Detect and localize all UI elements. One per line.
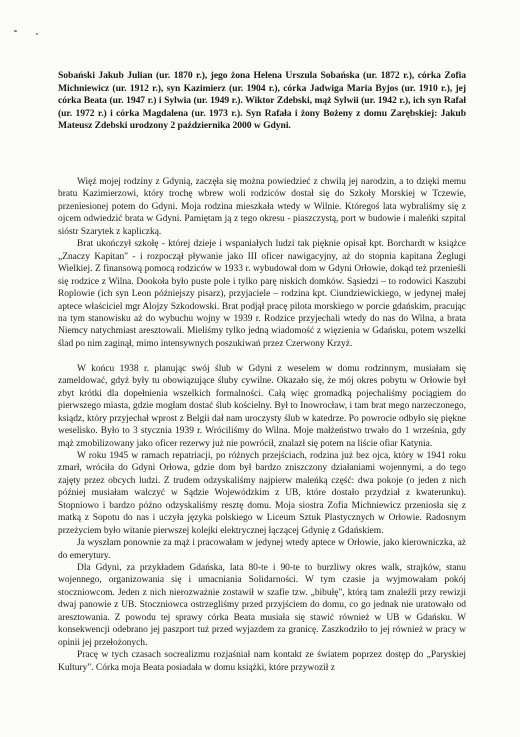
paragraph: Dla Gdyni, za przykładem Gdańska, lata 80-te i 90-te to burzliwy okres walk, strajków, stanu wojennego, organizowania się i umacniania Solidarności. W tym czasie ja wyjmowałam pokój stoczniowcom. Jeden z nich nierozważnie zostawił w szafie tzw. „bibułę", którą tam znaleźli przy rewizji dwaj panowie z UB. Stoczniowca ostrzegliśmy przed przyjściem do domu, co go jednak nie uratowało od aresztowania. Z powodu tej sprawy córka Beata musiała się stawić również w UB w Gdańsku. W konsekwencji odebrano jej paszport tuż przed wyjazdem za granicę. Zaszkodziło to jej również w pracy w opinii jej przełożonych.	[58, 563, 466, 648]
paragraph: W roku 1945 w ramach repatriacji, po różnych przejściach, rodzina już bez ojca, który w 1941 roku zmarł, wróciła do Gdyni Orłowa, gdzie dom był bardzo zniszczony działaniami wojennymi, a do tego zajęty przez obcych ludzi. Z trudem odzyskaliśmy najpierw maleńką część: dwa pokoje (o jeden z nich później musiałam walczyć w Sądzie Wojewódzkim z UB, które dostało przydział z kwaterunku). Stopniowo i bardzo późno odzyskaliśmy resztę domu. Moja siostra Zofia Michniewicz przeniosła się z matką z Sopotu do nas i uczyła języka polskiego w Liceum Sztuk Plastycznych w Orłowie. Radosnym przeżyciem było witanie pierwszej kolejki elektrycznej łączącej Gdynię z Gdańskiem.	[58, 450, 466, 536]
family-list-heading: Sobański Jakub Julian (ur. 1870 r.), jego żona Helena Urszula Sobańska (ur. 1872 r.), córka Zofia Michniewicz (ur. 1912 r.), syn Kazimierz (ur. 1904 r.), córka Jadwiga Maria Byjos (ur. 1910 r.), jej córka Beata (ur. 1947 r.) i Sylwia (ur. 1949 r.). Wiktor Zdebski, mąż Sylwii (ur. 1942 r.), ich syn Rafał (ur. 1972 r.) i córka Magdalena (ur. 1973 r.). Syn Rafała i żony Bożeny z domu Zarębskiej: Jakub Mateusz Zdebski urodzony 2 października 2000 w Gdyni.	[58, 70, 466, 132]
paragraph: Pracę w tych czasach socrealizmu rozjaśniał nam kontakt ze światem poprzez dostęp do „Paryskiej Kultury". Córka moja Beata posiadała w domu książki, które przywoził z	[58, 650, 466, 673]
paragraph: W końcu 1938 r. planując swój ślub w Gdyni z weselem w domu rodzinnym, musiałam się zameldować, gdyż były tu obowiązujące śluby cywilne. Okazało się, że mój okres pobytu w Orłowie był zbyt krótki dla dopełnienia wszelkich formalności. Całą więc gromadką pojechaliśmy pociągiem do pierwszego miasta, gdzie mogłam dostać ślub kościelny. Był to Inowrocław, i tam brat mego narzeczonego, ksiądz, który przyjechał wprost z Belgii dał nam uroczysty ślub w katedrze. Po powrocie odbyło się piękne weselisko. Było to 3 stycznia 1939 r. Wróciliśmy do Wilna. Moje małżeństwo trwało do 1 września, gdy mąż zmobilizowany jako oficer rezerwy już nie powrócił, znalazł się potem na liście ofiar Katynia.	[58, 363, 466, 449]
body-text	[58, 176, 466, 674]
scan-speck	[14, 30, 17, 32]
paragraph: Brat ukończył szkołę - której dzieje i wspaniałych ludzi tak pięknie opisał kpt. Borchardt w książce „Znaczy Kapitan" - i rozpoczął pływanie jako III oficer nawigacyjny, aż do stopnia kapitana Żeglugi Wielkiej. Z finansową pomocą rodziców w 1933 r. wybudował dom w Gdyni Orłowie, dokąd też przenieśli się rodzice z Wilna. Dookoła było puste pole i tylko parę niskich domków. Sąsiedzi – to rodowici Kaszubi Roplowie (ich syn Leon późniejszy pisarz), przyjaciele – rodzina kpt. Ciundziewickiego, w jedynej małej aptece właściciel mgr Alojzy Szkodowski. Brat podjął pracę pilota morskiego w porcie gdańskim, pracując na tym stanowisku aż do wybuchu wojny w 1939 r. Rodzice przyjechali wtedy do nas do Wilna, a brata Niemcy natychmiast aresztowali. Mieliśmy tylko jedną wiadomość z więzienia w Gdańsku, potem wszelki ślad po nim zaginął, mimo intensywnych poszukiwań przez Czerwony Krzyż.	[58, 239, 466, 349]
paragraph: Więź mojej rodziny z Gdynią, zaczęła się można powiedzieć z chwilą jej narodzin, a to dzięki memu bratu Kazimierzowi, który trochę wbrew woli rodziców dostał się do Szkoły Morskiej w Tczewie, przeniesionej potem do Gdyni. Moja rodzina mieszkała wtedy w Wilnie. Któregoś lata wybraliśmy się z ojcem odwiedzić brata w Gdyni. Pamiętam ją z tego okresu - piaszczystą, port w budowie i maleńki szpital sióstr Szarytek z kapliczką.	[58, 177, 466, 237]
paragraph: Ja wyszłam ponownie za mąż i pracowałam w jedynej wtedy aptece w Orłowie, jako kierowniczka, aż do emerytury.	[58, 538, 466, 561]
scan-speck	[36, 33, 38, 35]
